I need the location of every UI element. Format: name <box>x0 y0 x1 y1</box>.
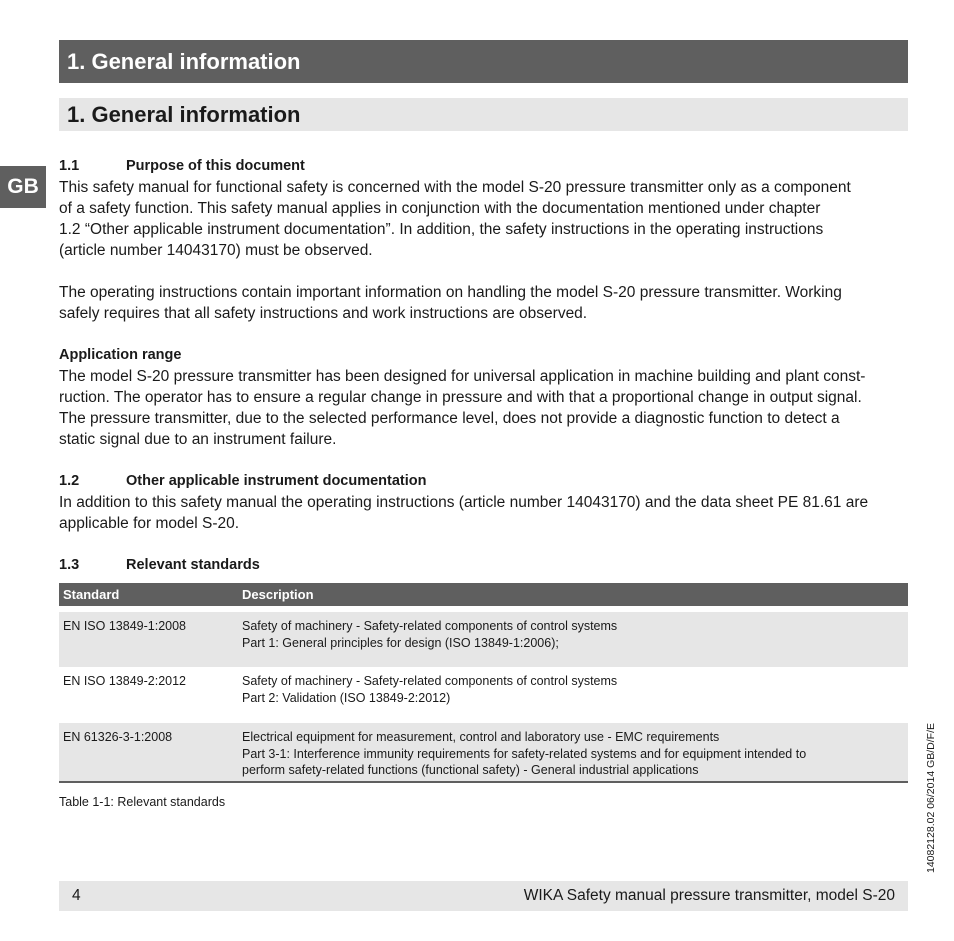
footer-title: WIKA Safety manual pressure transmitter, model S-20 <box>523 887 895 904</box>
description-line: perform safety-related functions (functional safety) - General industrial applications <box>242 763 699 777</box>
section-title: Relevant standards <box>126 557 260 573</box>
table-row <box>59 667 908 723</box>
purpose-paragraph-2 <box>59 282 908 324</box>
text-line: The model S-20 pressure transmitter has been designed for universal application in machine building and plant const- <box>59 368 866 385</box>
section-title: Purpose of this document <box>126 158 305 174</box>
text-line: The operating instructions contain important information on handling the model S-20 pressure transmitter. Working <box>59 284 842 301</box>
section-heading-1-1 <box>59 156 908 177</box>
section-number: 1.3 <box>59 557 80 573</box>
page-number: 4 <box>72 887 81 904</box>
section-heading-1-2 <box>59 471 908 492</box>
text-line: of a safety function. This safety manual applies in conjunction with the documentation mentioned under chapter <box>59 200 821 217</box>
section-number: 1.2 <box>59 473 80 489</box>
application-range-paragraph <box>59 366 908 450</box>
chapter-title-dark: 1. General information <box>67 49 301 74</box>
standard-cell: EN ISO 13849-2:2012 <box>63 674 186 688</box>
description-cell <box>238 667 908 723</box>
table-caption: Table 1-1: Relevant standards <box>59 795 226 809</box>
text-line: static signal due to an instrument failure. <box>59 431 337 448</box>
table-row <box>59 723 908 782</box>
document-code-text: 14082128.02 06/2014 GB/D/F/E <box>925 722 937 874</box>
column-header-standard: Standard <box>59 583 238 606</box>
section-heading-1-3 <box>59 555 908 576</box>
chapter-title-bar-light <box>59 98 908 131</box>
description-line: Electrical equipment for measurement, control and laboratory use - EMC requirements <box>242 730 720 744</box>
description-cell <box>238 723 908 782</box>
chapter-title-bar-dark <box>59 40 908 83</box>
relevant-standards-table <box>59 583 908 783</box>
description-line: Part 3-1: Interference immunity requirements for safety-related systems and for equipment intended to <box>242 746 807 761</box>
section-number: 1.1 <box>59 158 80 174</box>
section-title: Other applicable instrument documentation <box>126 473 427 489</box>
text-line: 1.2 “Other applicable instrument documentation”. In addition, the safety instructions in the operating instructions <box>59 221 824 238</box>
text-line: In addition to this safety manual the operating instructions (article number 14043170) and the data sheet PE 81.61 are <box>59 494 869 511</box>
document-code-vertical <box>921 714 941 882</box>
table-row <box>59 612 908 667</box>
application-range-heading: Application range <box>59 347 182 363</box>
text-line: (article number 14043170) must be observed. <box>59 242 373 259</box>
text-line: The pressure transmitter, due to the selected performance level, does not provide a diagnostic function to detect a <box>59 410 840 427</box>
standard-cell: EN ISO 13849-1:2008 <box>59 612 238 667</box>
language-tab: GB <box>0 166 46 208</box>
text-line: safely requires that all safety instructions and work instructions are observed. <box>59 305 588 322</box>
standard-cell: EN 61326-3-1:2008 <box>59 723 238 782</box>
text-line: This safety manual for functional safety is concerned with the model S-20 pressure transmitter only as a component <box>59 179 851 196</box>
other-docs-paragraph <box>59 492 908 534</box>
description-cell <box>238 612 908 667</box>
description-line: Part 1: General principles for design (ISO 13849-1:2006); <box>242 635 559 650</box>
purpose-paragraph-1 <box>59 177 908 261</box>
chapter-title-light: 1. General information <box>67 102 301 127</box>
description-line: Safety of machinery - Safety-related components of control systems <box>242 619 618 633</box>
body-content <box>59 156 908 576</box>
page-footer <box>59 881 908 911</box>
description-line: Part 2: Validation (ISO 13849-2:2012) <box>242 690 451 705</box>
text-line: applicable for model S-20. <box>59 515 240 532</box>
table-header-row <box>59 583 908 606</box>
column-header-description: Description <box>238 583 908 606</box>
description-line: Safety of machinery - Safety-related components of control systems <box>242 674 618 688</box>
text-line: ruction. The operator has to ensure a regular change in pressure and with that a proportional change in output signal. <box>59 389 862 406</box>
